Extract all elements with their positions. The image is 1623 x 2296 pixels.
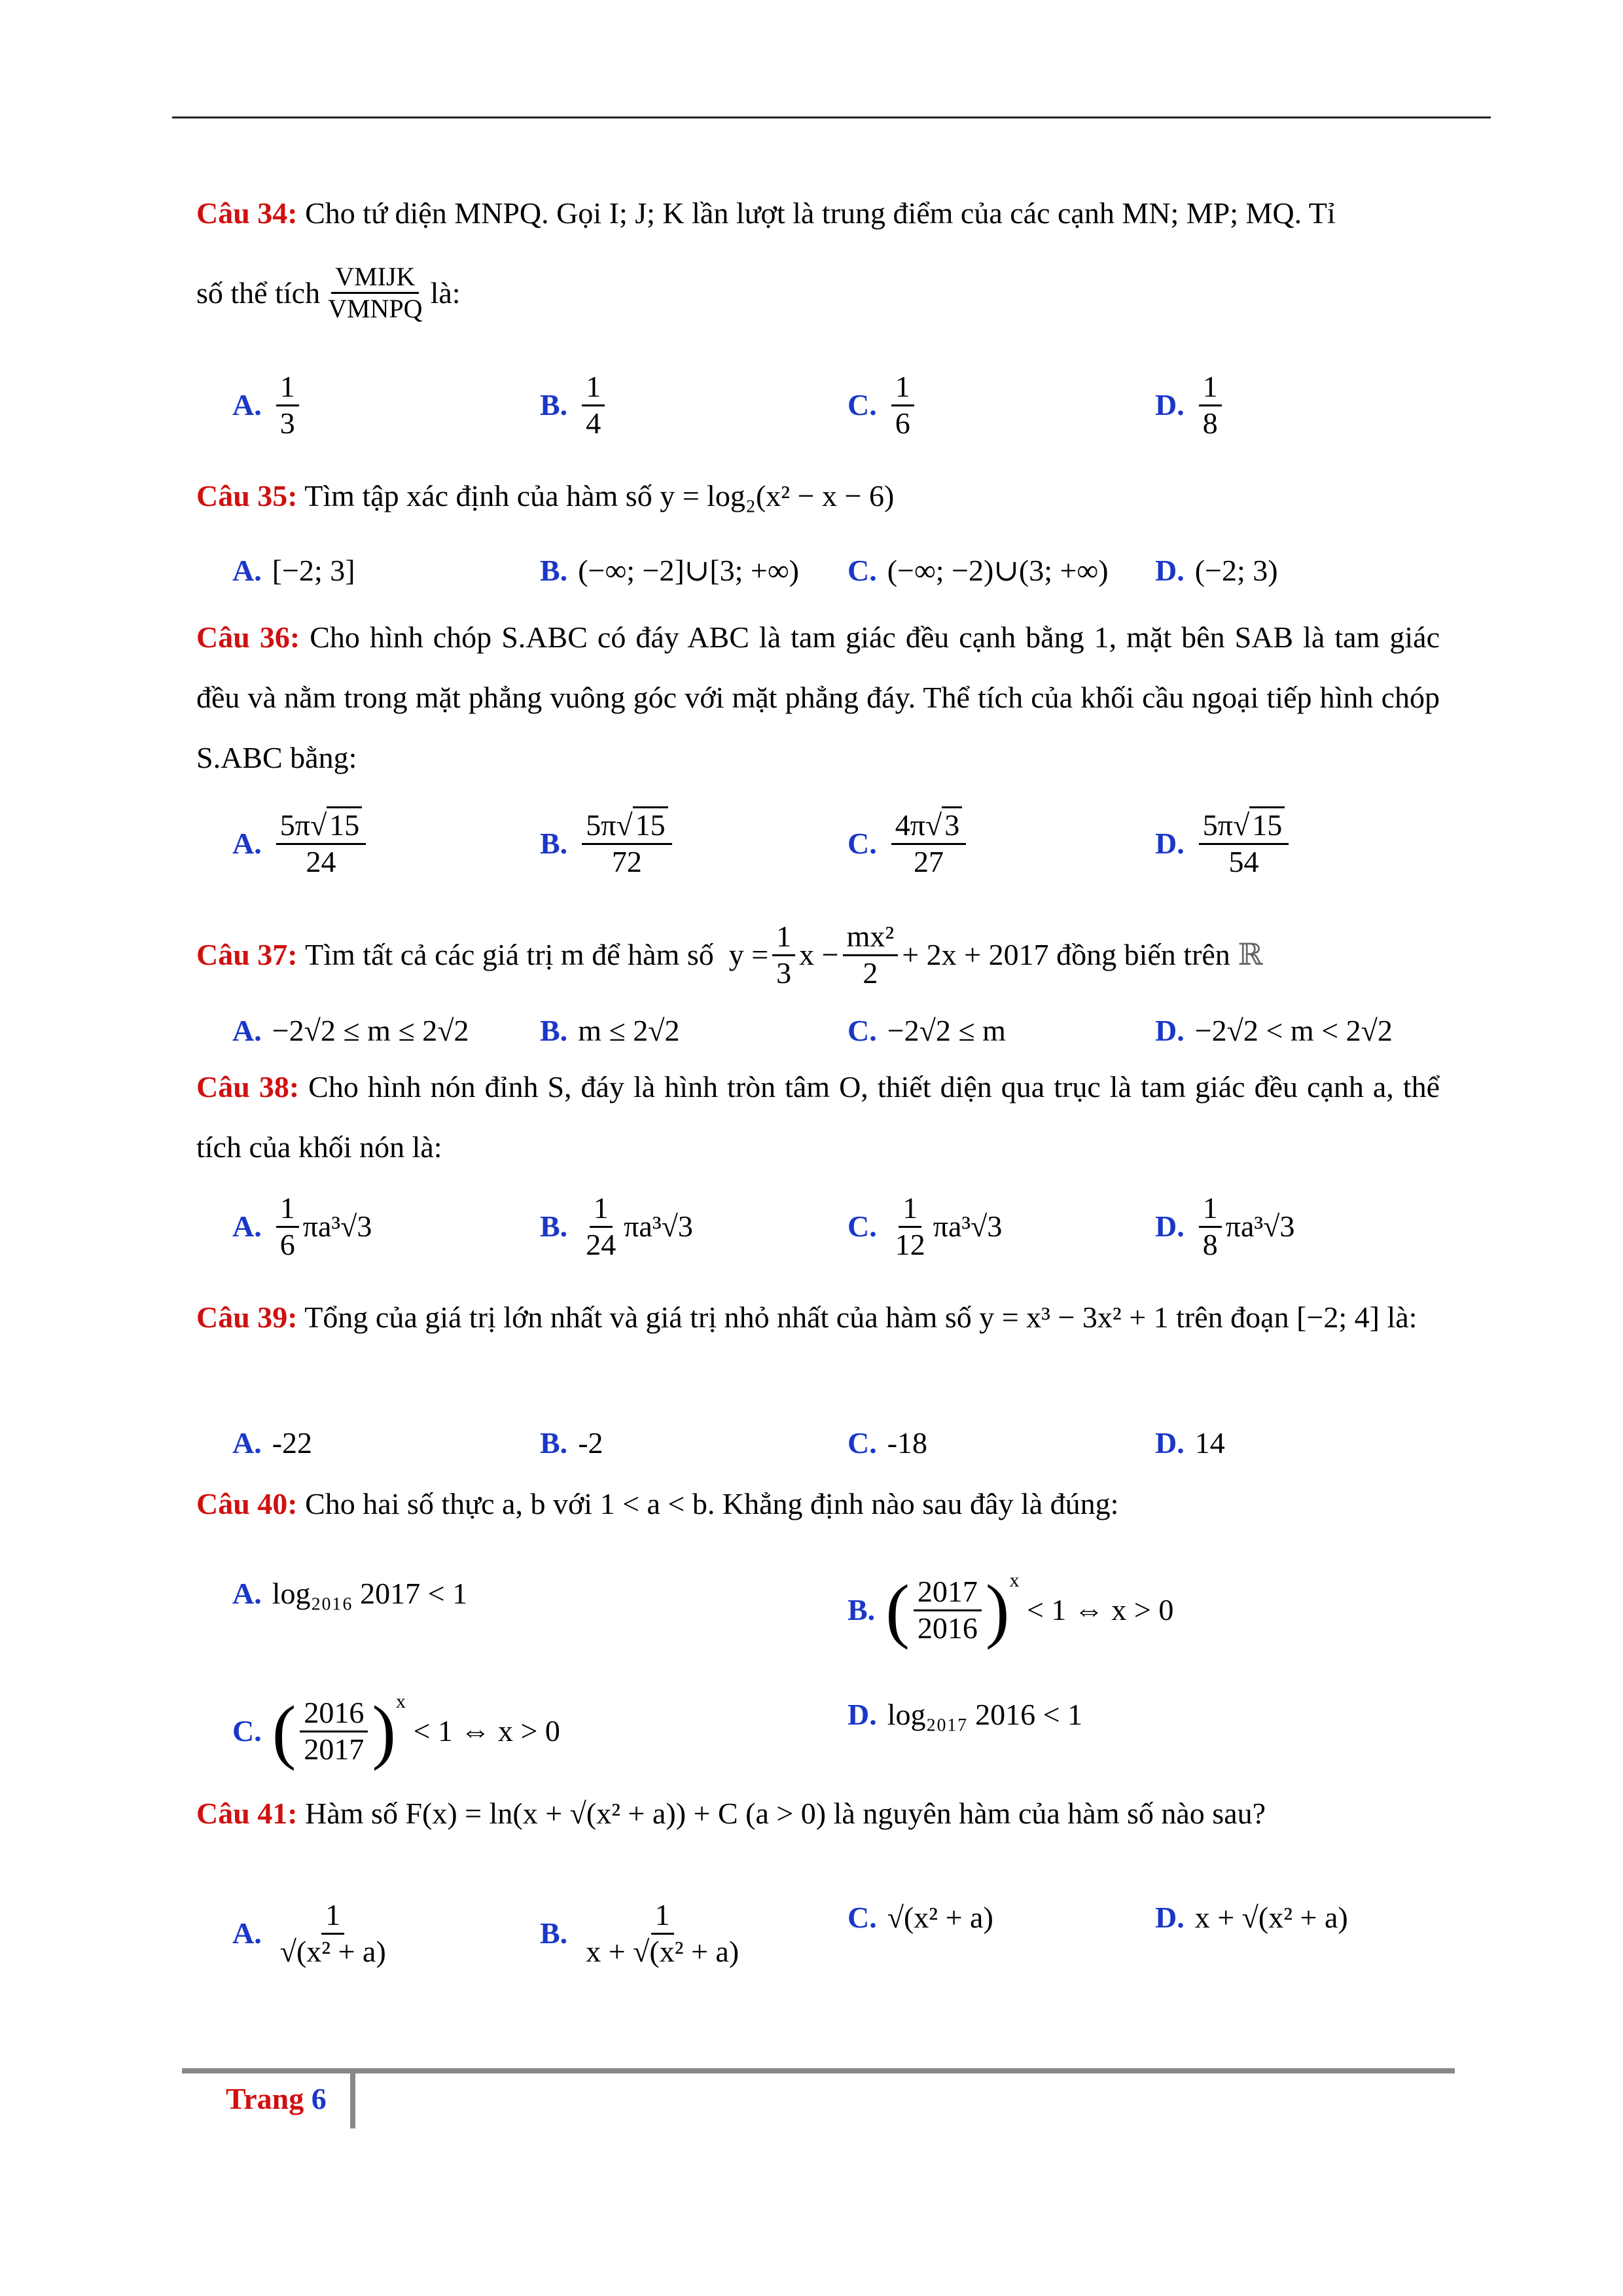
option-d[interactable]	[1155, 1898, 1348, 1937]
option-label: B.	[540, 1210, 568, 1244]
option-label: B.	[540, 1426, 568, 1460]
option-label: B.	[540, 827, 568, 861]
footer-divider	[350, 2073, 355, 2128]
option-b[interactable]	[540, 370, 609, 441]
option-label: B.	[540, 1916, 568, 1950]
question-text: trên đoạn	[1176, 1300, 1289, 1334]
ratio-numerator: VMIJK	[331, 262, 419, 294]
option-d[interactable]	[1155, 370, 1226, 441]
option-fraction: $\frac{1}{4}$	[582, 370, 605, 441]
question-label: Câu 36:	[196, 620, 300, 654]
volume-ratio	[324, 262, 426, 324]
option-fraction: $\frac{5\pi√15}{24}$	[276, 808, 366, 880]
option-fraction: $\frac{1}{\text{√(x² + a)}}$	[279, 1898, 386, 1968]
option-value: -18	[887, 1426, 928, 1460]
option-b[interactable]	[540, 1898, 747, 1969]
option-label: B.	[540, 554, 568, 587]
option-value: < 1 ⇔ x > 0	[413, 1714, 560, 1748]
option-label: B.	[540, 1014, 568, 1047]
option-fraction: $\frac{1}{8}$	[1199, 1191, 1222, 1263]
ratio-denominator: VMNPQ	[328, 294, 423, 323]
question-40	[196, 1474, 1440, 1534]
question-formula: y = x³ − 3x² + 1	[979, 1300, 1169, 1334]
option-value: πa³√3	[933, 1210, 1003, 1244]
option-b[interactable]	[540, 808, 676, 880]
question-text: Cho hai số thực a, b với	[305, 1487, 593, 1520]
option-label: C.	[847, 554, 877, 587]
option-label: C.	[847, 388, 877, 422]
option-a[interactable]	[232, 551, 355, 590]
option-d[interactable]	[1155, 1424, 1225, 1463]
option-value: [−2; 3]	[272, 554, 355, 587]
question-text: Tổng của giá trị lớn nhất và giá trị nhỏ nhất của hàm số	[304, 1300, 972, 1334]
option-label: D.	[1155, 1426, 1185, 1460]
question-text: Tìm tất cả các giá trị m để hàm số	[305, 938, 714, 972]
option-d[interactable]	[1155, 1191, 1294, 1263]
option-fraction: $\frac{1}{6}$	[276, 1191, 299, 1263]
exponent: x	[396, 1691, 406, 1712]
page-number: 6	[311, 2082, 327, 2115]
question-34-line2	[196, 262, 461, 324]
option-fraction: $\frac{1}{\text{x + √(x² + a)}}$	[586, 1898, 740, 1968]
formula-fraction: $\frac{\text{mx²}}{2}$	[843, 920, 899, 991]
header-rule	[172, 117, 1491, 118]
reals-symbol: ℝ	[1238, 938, 1263, 972]
option-label: C.	[847, 827, 877, 861]
question-text: . Khẳng định nào sau đây là đúng:	[707, 1487, 1119, 1520]
option-fraction: $\frac{1}{24}$	[586, 1191, 616, 1261]
option-label: A.	[232, 388, 262, 422]
option-b[interactable]	[540, 1191, 693, 1263]
option-value: log₂₀₁₇ 2016 < 1	[887, 1698, 1083, 1731]
question-text: là:	[430, 276, 461, 310]
question-text: đồng biến trên	[1056, 938, 1230, 972]
question-38	[196, 1057, 1440, 1177]
option-a[interactable]	[232, 808, 370, 880]
option-c[interactable]	[847, 1898, 993, 1937]
option-label: C.	[847, 1014, 877, 1047]
option-value: −2√2 ≤ m	[887, 1014, 1006, 1047]
option-label: B.	[847, 1593, 876, 1626]
option-value: -22	[272, 1426, 313, 1460]
question-formula: 1 < a < b	[599, 1487, 707, 1520]
question-label: Câu 37:	[196, 938, 298, 972]
option-a[interactable]	[232, 1011, 469, 1050]
option-c[interactable]: C. ( $\frac{2016}{2017}$ ) $^x$ < 1 ⇔ x > 0	[232, 1695, 560, 1767]
option-label: D.	[847, 1698, 877, 1731]
option-label: A.	[232, 1210, 262, 1244]
page-footer	[226, 2081, 327, 2116]
option-c[interactable]	[847, 551, 1109, 590]
option-d[interactable]	[1155, 808, 1293, 880]
option-b[interactable]	[540, 1011, 679, 1050]
option-value: (−∞; −2)∪(3; +∞)	[887, 554, 1109, 587]
option-value: πa³√3	[302, 1210, 372, 1244]
option-fraction: $\frac{1}{3}$	[276, 370, 299, 441]
option-c[interactable]	[847, 1424, 927, 1463]
option-value: −2√2 ≤ m ≤ 2√2	[272, 1014, 469, 1047]
option-a[interactable]	[232, 1898, 394, 1969]
question-text: Tìm tập xác định của hàm số	[304, 479, 652, 512]
question-35	[196, 466, 1440, 526]
option-label: D.	[1155, 1210, 1185, 1244]
question-41	[196, 1784, 1440, 1844]
option-value: log₂₀₁₆ 2017 < 1	[272, 1577, 468, 1610]
option-label: A.	[232, 1916, 262, 1950]
question-formula: [−2; 4]	[1296, 1300, 1380, 1334]
option-c[interactable]	[847, 1191, 1002, 1263]
option-value: πa³√3	[624, 1210, 693, 1244]
option-value: πa³√3	[1225, 1210, 1295, 1244]
question-39	[196, 1283, 1440, 1352]
option-fraction: $\frac{4\pi√3}{27}$	[891, 808, 966, 880]
option-label: D.	[1155, 1901, 1185, 1934]
option-b[interactable]	[540, 1424, 603, 1463]
question-label: Câu 39:	[196, 1300, 298, 1334]
question-34	[196, 183, 1440, 243]
option-label: A.	[232, 554, 262, 587]
option-value: 14	[1194, 1426, 1225, 1460]
option-d[interactable]	[847, 1695, 1082, 1734]
option-b[interactable]: B. ( $\frac{2017}{2016}$ ) $^x$ < 1 ⇔ x > 0	[847, 1574, 1173, 1646]
option-c[interactable]	[847, 1011, 1006, 1050]
question-text: Cho hình chóp S.ABC có đáy ABC là tam giác đều cạnh bằng 1, mặt bên SAB là tam giác đều và nằm trong mặt phẳng vuông góc với mặt phẳng đáy. Thể tích của khối cầu ngoại tiếp hình chóp S.ABC bằng:	[196, 620, 1440, 774]
exponent: x	[1009, 1570, 1020, 1591]
question-text: là nguyên hàm của hàm số nào sau?	[833, 1797, 1266, 1830]
option-label: C.	[232, 1714, 262, 1748]
page-label: Trang	[226, 2082, 304, 2115]
option-a[interactable]	[232, 1424, 312, 1463]
option-fraction: $\frac{5\pi√15}{54}$	[1199, 808, 1289, 880]
option-label: D.	[1155, 1014, 1185, 1047]
question-label: Câu 35:	[196, 479, 298, 512]
option-label: C.	[847, 1901, 877, 1934]
option-b[interactable]	[540, 551, 799, 590]
option-a[interactable]	[232, 1191, 372, 1263]
question-text: là:	[1387, 1300, 1418, 1334]
option-label: A.	[232, 1426, 262, 1460]
option-value: (−∞; −2]∪[3; +∞)	[578, 554, 799, 587]
formula-part: + 2x + 2017	[902, 938, 1049, 972]
question-36	[196, 607, 1440, 788]
option-a[interactable]	[232, 370, 303, 441]
option-d[interactable]	[1155, 551, 1278, 590]
question-formula: y = log₂(x² − x − 6)	[660, 479, 895, 512]
question-formula: F(x) = ln(x + √(x² + a)) + C (a > 0)	[405, 1797, 827, 1830]
option-label: A.	[232, 1577, 262, 1610]
formula-fraction: $\frac{1}{3}$	[772, 920, 795, 991]
option-value: √(x² + a)	[887, 1901, 993, 1934]
option-fraction: $\frac{1}{8}$	[1199, 370, 1222, 441]
option-c[interactable]	[847, 808, 970, 880]
option-c[interactable]	[847, 370, 918, 441]
question-label: Câu 41:	[196, 1797, 298, 1830]
option-label: C.	[847, 1210, 877, 1244]
option-fraction: $\frac{2016}{2017}$	[300, 1696, 368, 1767]
footer-rule	[182, 2068, 1455, 2073]
option-label: D.	[1155, 827, 1185, 861]
option-fraction: $\frac{1}{12}$	[895, 1191, 925, 1261]
option-value: (−2; 3)	[1194, 554, 1278, 587]
option-a[interactable]	[232, 1574, 467, 1613]
question-text: Hàm số	[305, 1797, 398, 1830]
option-d[interactable]	[1155, 1011, 1393, 1050]
option-label: D.	[1155, 554, 1185, 587]
question-label: Câu 40:	[196, 1487, 298, 1520]
option-label: C.	[847, 1426, 877, 1460]
option-fraction: $\frac{1}{6}$	[891, 370, 914, 441]
question-text: Cho hình nón đỉnh S, đáy là hình tròn tâm O, thiết diện qua trục là tam giác đều cạnh a, thể tích của khối nón là:	[196, 1070, 1440, 1164]
option-label: A.	[232, 1014, 262, 1047]
option-label: A.	[232, 827, 262, 861]
question-37	[196, 920, 1263, 991]
option-value: < 1 ⇔ x > 0	[1026, 1593, 1174, 1626]
question-label: Câu 34:	[196, 196, 298, 230]
option-fraction: $\frac{2017}{2016}$	[914, 1575, 982, 1646]
option-value: m ≤ 2√2	[578, 1014, 680, 1047]
question-text: Cho tứ diện MNPQ. Gọi I; J; K lần lượt là trung điểm của các cạnh MN; MP; MQ. Tỉ	[305, 196, 1336, 230]
formula-part: y =	[728, 938, 769, 972]
option-value: x + √(x² + a)	[1194, 1901, 1348, 1934]
option-label: D.	[1155, 388, 1185, 422]
question-label: Câu 38:	[196, 1070, 300, 1103]
question-text: số thể tích	[196, 276, 321, 310]
option-fraction: $\frac{5\pi√15}{72}$	[582, 808, 671, 880]
option-value: -2	[578, 1426, 603, 1460]
formula-part: x −	[799, 938, 839, 972]
option-label: B.	[540, 388, 568, 422]
option-value: −2√2 < m < 2√2	[1194, 1014, 1393, 1047]
